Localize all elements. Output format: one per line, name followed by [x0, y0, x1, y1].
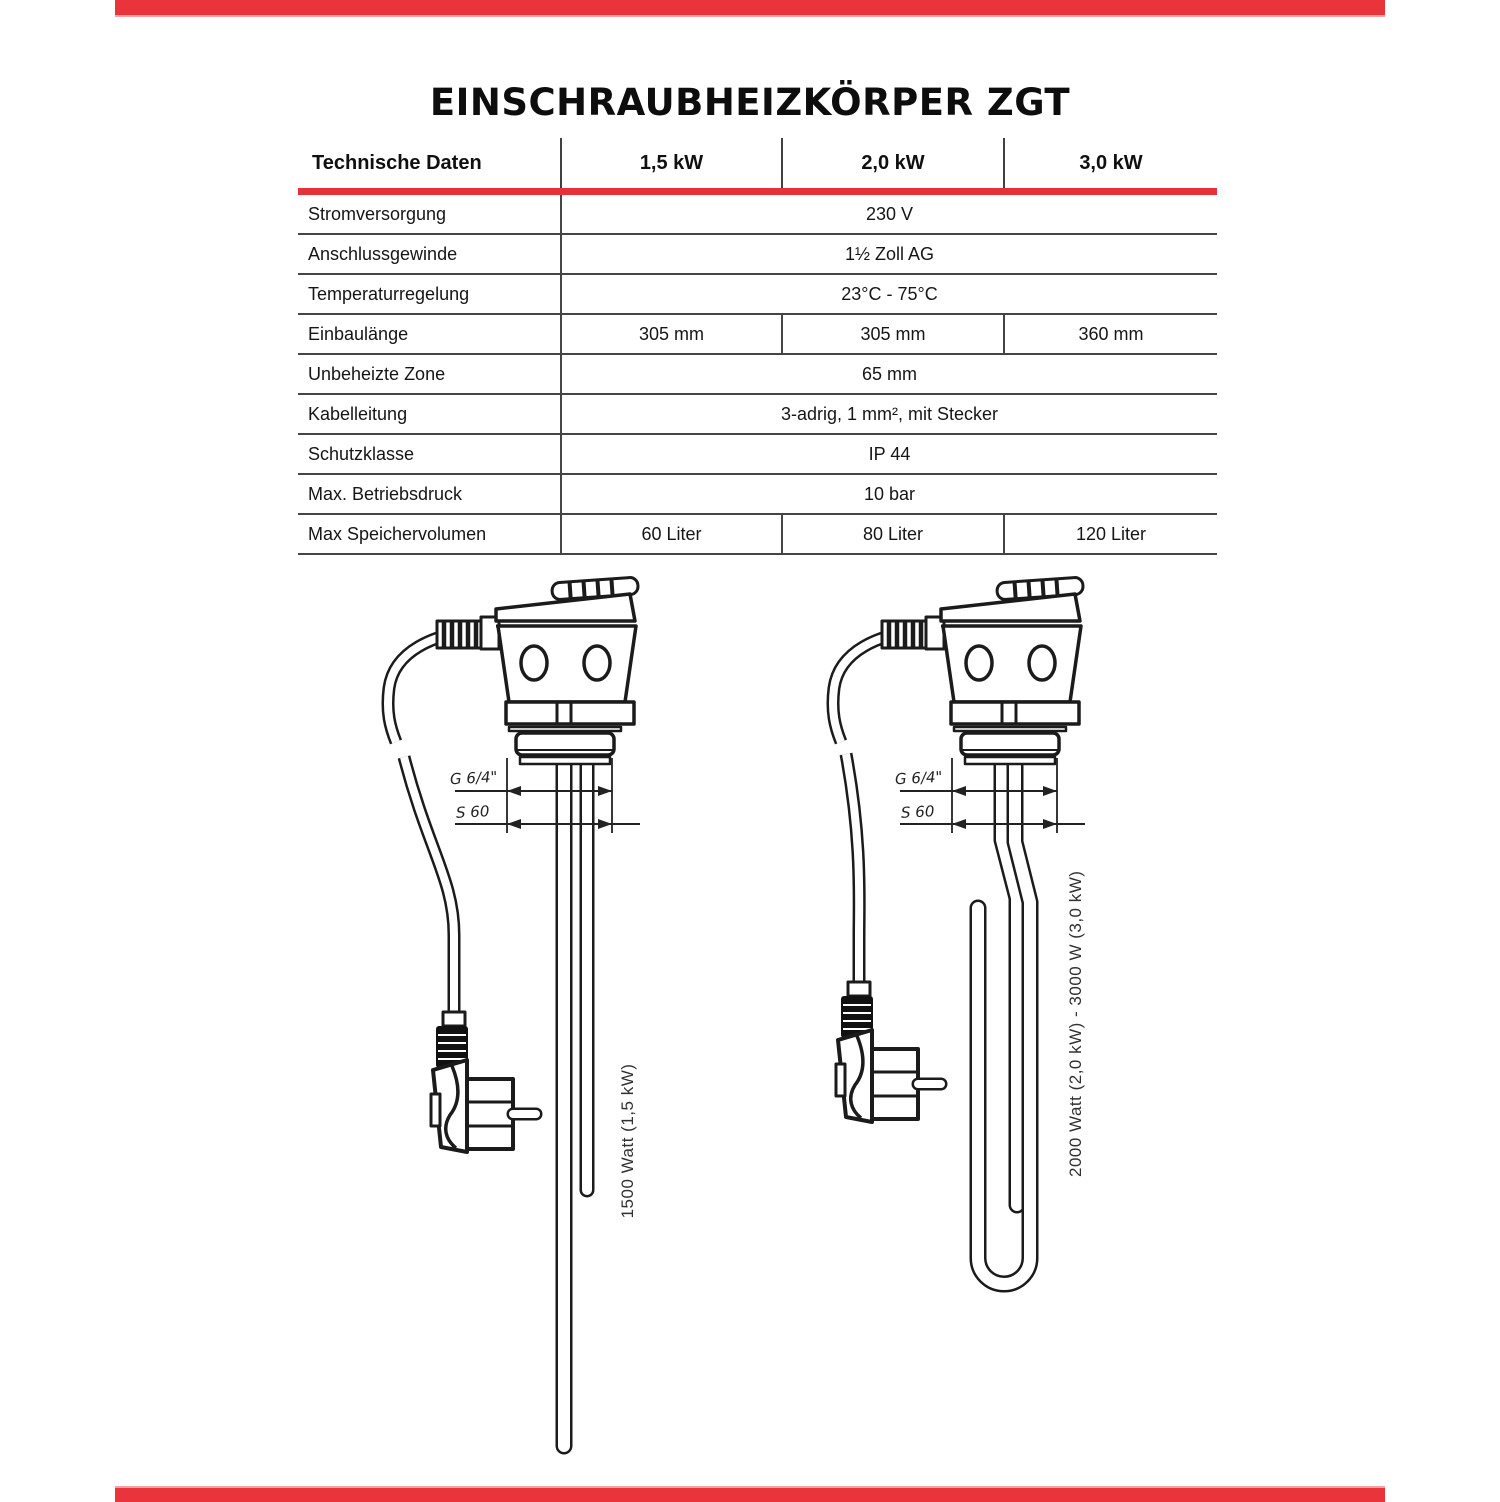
- row-value: IP 44: [561, 434, 1217, 474]
- row-value: 10 bar: [561, 474, 1217, 514]
- row-label: Unbeheizte Zone: [298, 354, 561, 394]
- row-value: 305 mm: [782, 314, 1004, 354]
- column-header-1-5kw: 1,5 kW: [561, 138, 782, 192]
- row-value: 305 mm: [561, 314, 782, 354]
- column-header-technische-daten: Technische Daten: [298, 138, 561, 192]
- heater-drawing-left: [388, 577, 640, 1446]
- table-row: [298, 474, 1217, 514]
- table-row: [298, 234, 1217, 274]
- row-value: 1½ Zoll AG: [561, 234, 1217, 274]
- row-label: Anschlussgewinde: [298, 234, 561, 274]
- column-header-2-0kw: 2,0 kW: [782, 138, 1004, 192]
- row-value: 65 mm: [561, 354, 1217, 394]
- table-row: [298, 354, 1217, 394]
- heater-drawings-svg: [300, 545, 1200, 1500]
- row-value: 230 V: [561, 192, 1217, 235]
- power-rating-label: 2000 Watt (2,0 kW) - 3000 W (3,0 kW): [1066, 870, 1085, 1177]
- heater-drawing-right: [833, 577, 1085, 1284]
- row-value: 3-adrig, 1 mm², mit Stecker: [561, 394, 1217, 434]
- table-row: [298, 394, 1217, 434]
- row-value: 23°C - 75°C: [561, 274, 1217, 314]
- column-header-3-0kw: 3,0 kW: [1004, 138, 1217, 192]
- row-label: Kabelleitung: [298, 394, 561, 434]
- wrench-size-label: S 60: [900, 802, 935, 822]
- row-value: 80 Liter: [782, 514, 1004, 554]
- row-label: Temperaturregelung: [298, 274, 561, 314]
- thread-size-label: G 6/4": [894, 767, 943, 789]
- thermostat-head-drawing: [833, 577, 1084, 764]
- table-row: [298, 274, 1217, 314]
- header-row: [298, 138, 1217, 192]
- row-label: Max. Betriebsdruck: [298, 474, 561, 514]
- row-label: Max Speichervolumen: [298, 514, 561, 554]
- row-label: Stromversorgung: [298, 192, 561, 235]
- page-title: EINSCHRAUBHEIZKÖRPER ZGT: [429, 80, 1071, 124]
- table-row: [298, 314, 1217, 354]
- row-value: 360 mm: [1004, 314, 1217, 354]
- spec-table: [298, 138, 1217, 555]
- power-rating-label: 1500 Watt (1,5 kW): [618, 1063, 637, 1219]
- table-row: [298, 192, 1217, 235]
- row-label: Einbaulänge: [298, 314, 561, 354]
- wrench-size-label: S 60: [455, 802, 490, 822]
- top-accent-bar: [115, 0, 1385, 17]
- row-label: Schutzklasse: [298, 434, 561, 474]
- thread-size-label: G 6/4": [449, 767, 498, 789]
- row-value: 60 Liter: [561, 514, 782, 554]
- row-value: 120 Liter: [1004, 514, 1217, 554]
- thermostat-head-drawing: [388, 577, 639, 764]
- table-row: [298, 434, 1217, 474]
